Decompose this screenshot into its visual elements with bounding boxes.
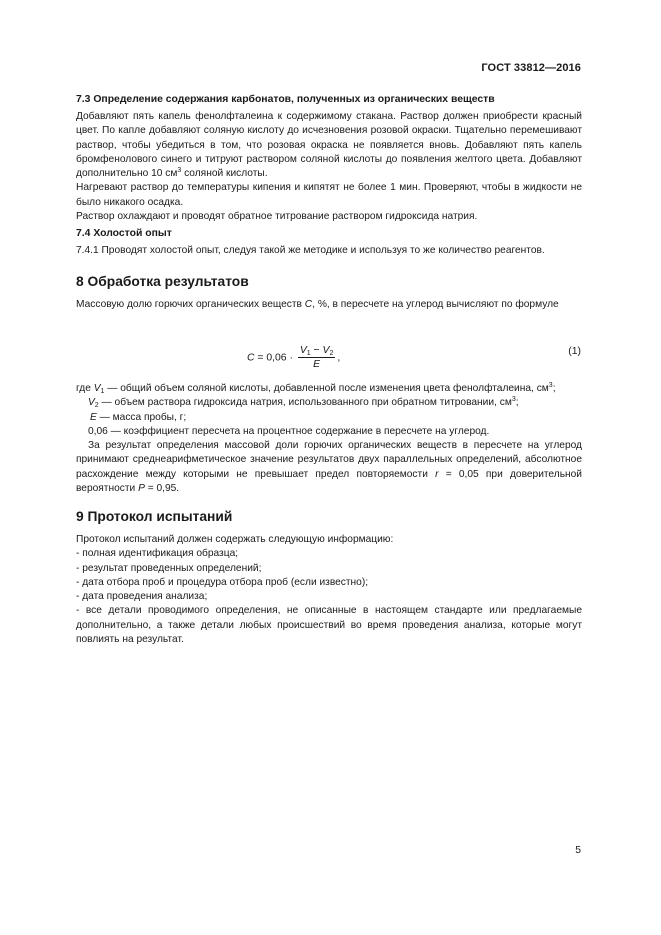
list-item: - полная идентификация образца; bbox=[76, 548, 239, 560]
paragraph-text: где bbox=[76, 383, 94, 394]
paragraph-text: — объем раствора гидроксида натрия, использованного при обратном титровании, см bbox=[98, 397, 512, 409]
section-7-4-heading: 7.4 Холостой опыт bbox=[76, 228, 172, 239]
subscript: 2 bbox=[329, 350, 334, 357]
definition-v2 bbox=[76, 396, 582, 410]
paragraph bbox=[76, 439, 582, 496]
list-item: - все детали проводимого определения, не описанные в настоящем стандарте или предлагаемые дополнительно, а также детали любых происшествий во время проведения анализа, которые могут повлиять на результат. bbox=[76, 605, 582, 646]
paragraph: Раствор охлаждают и проводят обратное титрование раствором гидроксида натрия. bbox=[76, 211, 478, 223]
formula-fraction bbox=[298, 345, 336, 370]
list-item: - дата отбора проб и процедура отбора проб (если известно); bbox=[76, 576, 369, 588]
superscript: 3 bbox=[177, 167, 182, 175]
variable: V bbox=[322, 345, 330, 356]
section-9 bbox=[76, 510, 582, 524]
paragraph-text: Добавляют пять капель фенолфталеина к содержимому стакана. Раствор должен приобрести красный цвет. По капле добавляют соляную кислоту до исчезновения розовой окраски. Тщательно перемешивают раствор, чтобы убедиться в том, что розовая окраска не появляется вновь. Добавляют пять капель бромфенолового синего и титруют раствором соляной кислоты до появления желтого цвета. Добавляют дополнительно 10 см bbox=[76, 111, 582, 180]
variable: r bbox=[435, 468, 439, 480]
paragraph-text: , %, в пересчете на углерод вычисляют по формуле bbox=[312, 299, 559, 310]
variable: V bbox=[299, 345, 307, 356]
paragraph-text: = 0,05 при доверительной вероятности bbox=[76, 468, 582, 495]
variable: V bbox=[88, 397, 95, 409]
formula-punct: , bbox=[337, 352, 341, 364]
list-item: - результат проведенных определений; bbox=[76, 562, 262, 574]
section-8 bbox=[76, 275, 582, 289]
paragraph: Протокол испытаний должен содержать следующую информацию: bbox=[76, 534, 394, 545]
paragraph-text: За результат определения массовой доли горючих органических веществ в пересчете на углерод принимают среднеарифметическое значение результатов двух параллельных определений, абсолютное расхождение между которыми не превышает предел повторяемости bbox=[76, 440, 582, 480]
section-7-4-body bbox=[76, 244, 582, 258]
formula-denominator: E bbox=[313, 359, 321, 370]
section-8-definitions bbox=[76, 382, 582, 496]
paragraph: 7.4.1 Проводят холостой опыт, следуя такой же методике и используя то же количество реагентов. bbox=[76, 245, 545, 256]
paragraph-text: ; bbox=[552, 383, 556, 394]
paragraph-text: соляной кислоты. bbox=[181, 168, 268, 180]
paragraph: Нагревают раствор до температуры кипения и кипятят не более 1 мин. Проверяют, чтобы в жидкости не было никакого осадка. bbox=[76, 182, 582, 208]
formula-numerator bbox=[298, 345, 336, 358]
paragraph-text: = 0,95. bbox=[144, 483, 180, 495]
equation-number: (1) bbox=[568, 346, 581, 357]
document-id-header: ГОСТ 33812—2016 bbox=[481, 62, 581, 74]
page-number: 5 bbox=[575, 845, 581, 856]
definition-v1 bbox=[76, 382, 582, 396]
definition-coefficient: 0,06 — коэффициент пересчета на процентное содержание в пересчете на углерод. bbox=[88, 425, 490, 437]
formula-operator: − bbox=[310, 345, 323, 356]
variable: C bbox=[304, 299, 313, 310]
paragraph bbox=[76, 298, 582, 312]
variable: P bbox=[138, 483, 145, 495]
subscript: 1 bbox=[306, 350, 311, 357]
variable: E bbox=[90, 411, 97, 423]
paragraph-text: Массовую долю горючих органических веществ bbox=[76, 299, 305, 310]
section-7-3-body bbox=[76, 110, 582, 224]
formula-operator: = 0,06 · bbox=[254, 352, 296, 364]
section-7-3-heading: 7.3 Определение содержания карбонатов, полученных из органических веществ bbox=[76, 94, 495, 105]
section-9-heading: 9 Протокол испытаний bbox=[76, 509, 233, 524]
paragraph-text: ; bbox=[515, 397, 519, 409]
subscript: 2 bbox=[94, 402, 99, 410]
formula-lhs: C bbox=[247, 352, 255, 364]
superscript: 3 bbox=[511, 396, 516, 404]
formula-1 bbox=[247, 345, 340, 370]
paragraph bbox=[76, 110, 582, 181]
section-7-4 bbox=[76, 227, 582, 241]
paragraph-text: — общий объем соляной кислоты, добавленной после изменения цвета фенолфталеина, см bbox=[104, 383, 549, 394]
variable: V bbox=[93, 383, 101, 394]
section-9-body bbox=[76, 533, 582, 647]
superscript: 3 bbox=[548, 382, 553, 389]
section-8-heading: 8 Обработка результатов bbox=[76, 274, 249, 289]
list-item: - дата проведения анализа; bbox=[76, 591, 208, 603]
section-7-3 bbox=[76, 93, 582, 107]
section-8-intro bbox=[76, 298, 582, 312]
definition-e bbox=[76, 411, 582, 425]
subscript: 1 bbox=[100, 388, 105, 395]
paragraph-text: — масса пробы, г; bbox=[96, 411, 187, 423]
